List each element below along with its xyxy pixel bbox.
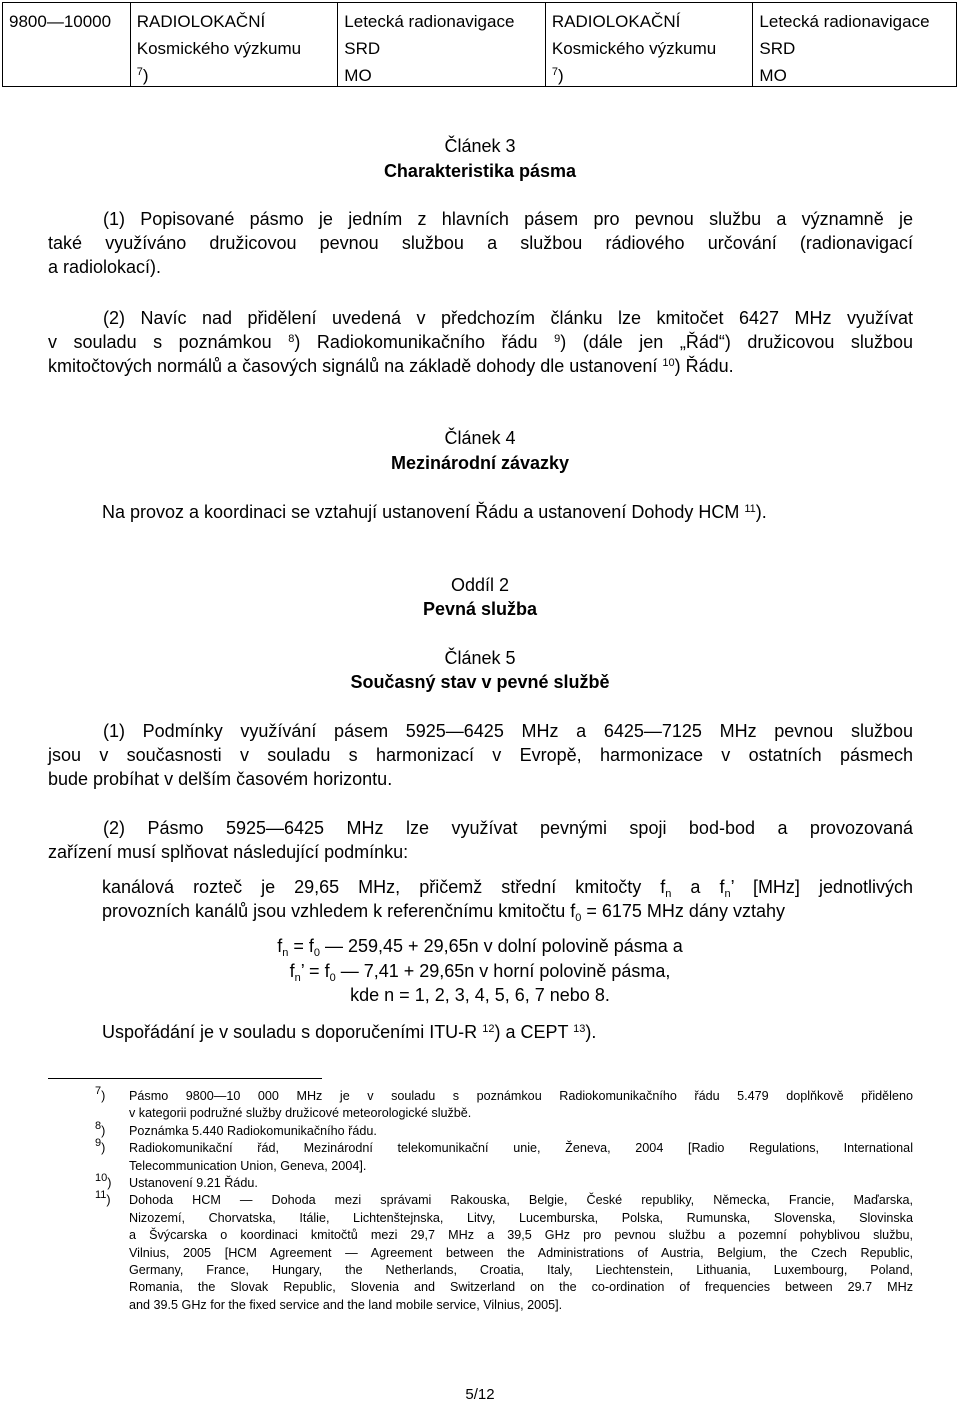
text-line: and 39.5 GHz for the fixed service and the land mobile service, Vilnius, 2005]. xyxy=(129,1297,563,1312)
text-run: Uspořádání je v souladu s doporučeními ITU-R xyxy=(102,1022,478,1042)
text-run: f xyxy=(277,936,283,956)
header-text: SRD xyxy=(759,39,796,58)
footnote-text xyxy=(129,1088,913,1123)
footnote-paren: ) xyxy=(142,66,149,85)
footnote-number: 8) xyxy=(95,1119,106,1138)
footnote-ref-10: 10 xyxy=(662,357,675,369)
article-3-number: Článek 3 xyxy=(444,136,516,156)
footnote-num-sup: 8 xyxy=(95,1119,102,1132)
text-line: zařízení musí splňovat následující podmínku: xyxy=(48,842,409,862)
footnote-number: 9) xyxy=(95,1137,106,1156)
header-text: SRD xyxy=(344,39,381,58)
footnote-num-sup: 9 xyxy=(95,1137,102,1150)
article-5-number: Článek 5 xyxy=(444,648,516,668)
footnote-ref-12: 12 xyxy=(482,1023,495,1035)
footnote-num-sup: 10 xyxy=(95,1172,108,1185)
text-run: v souladu s poznámkou xyxy=(48,332,272,352)
footnote-number: 11) xyxy=(95,1189,111,1208)
text-line: také využíváno družicovou pevnou službou a službou rádiového určování (radionavigací xyxy=(48,233,913,253)
text-run: kmitočtových normálů a časových signálů na základě dohody dle ustanovení xyxy=(48,356,658,376)
section-2-title: Pevná služba xyxy=(422,599,538,619)
text-run: = f xyxy=(288,936,314,956)
text-run: ) a CEPT xyxy=(494,1022,569,1042)
text-line xyxy=(48,330,913,354)
text-line: Poznámka 5.440 Radiokomunikačního řádu. xyxy=(129,1123,377,1138)
article-4-title: Mezinárodní závazky xyxy=(390,453,570,473)
text-line: Radiokomunikační řád, Mezinárodní telekomunikační unie, Ženeva, 2004 [Radio Regulations, International xyxy=(129,1141,913,1156)
text-line: (1) Podmínky využívání pásem 5925—6425 MHz a 6425—7125 MHz pevnou službou xyxy=(103,721,913,741)
text-line: Nizozemí, Chorvatska, Itálie, Lichtenštejnska, Litvy, Lucemburska, Polska, Rumunska, Slovenska, Slovinska xyxy=(129,1210,913,1225)
text-run: provozních kanálů jsou vzhledem k referenčnímu kmitočtu f xyxy=(102,901,576,921)
footnote-ref-9: 9 xyxy=(554,333,561,345)
article-5-title: Současný stav v pevné službě xyxy=(350,672,610,692)
text-line: Pásmo 9800—10 000 MHz je v souladu s poznámkou Radiokomunikačního řádu 5.479 doplňkově přiděleno xyxy=(129,1089,913,1103)
text-line: Ustanovení 9.21 Řádu. xyxy=(129,1176,258,1191)
header-cell-application-2 xyxy=(753,3,956,86)
footnote-11 xyxy=(95,1189,913,1314)
text-run: kanálová rozteč je 29,65 MHz, přičemž střední kmitočty f xyxy=(102,877,666,897)
header-footnote-ref xyxy=(137,62,338,89)
header-cell-application-1 xyxy=(338,3,546,86)
text-line: Romania, the Slovak Republic, Slovenia and Switzerland on the co-ordination of frequencies between 29.7 MHz xyxy=(129,1280,913,1295)
subscript: 0 xyxy=(575,912,582,924)
formula-n-values: kde n = 1, 2, 3, 4, 5, 6, 7 nebo 8. xyxy=(350,985,610,1005)
text-run: ’ = f xyxy=(300,960,330,981)
article-4-number: Článek 4 xyxy=(444,428,516,448)
footnote-8 xyxy=(95,1119,913,1140)
formula-upper-half xyxy=(0,959,960,984)
section-2-number: Oddíl 2 xyxy=(450,575,510,595)
footnote-9 xyxy=(95,1137,913,1175)
subscript: 0 xyxy=(329,971,336,984)
text-run: f xyxy=(289,960,295,981)
header-cell-allocation-1 xyxy=(131,3,339,86)
header-band-text: 9800—10000 xyxy=(9,12,112,31)
footnote-text xyxy=(129,1140,913,1175)
footnote-10 xyxy=(95,1172,913,1192)
text-line: Germany, France, Hungary, the Netherlands, Croatia, Italy, Liechtenstein, Lithuania, Luxembourg, Poland, xyxy=(129,1263,913,1278)
header-text: Kosmického výzkumu xyxy=(551,39,717,58)
text-run: ). xyxy=(585,1022,597,1042)
article-4-text xyxy=(102,500,913,524)
article-5-paragraph-2 xyxy=(48,816,913,864)
arrangement-statement xyxy=(102,1020,913,1044)
header-text: Letecká radionavigace xyxy=(759,12,930,31)
footnote-text xyxy=(129,1192,913,1314)
header-table xyxy=(2,2,957,87)
text-line: v kategorii podružné služby družicové meteorologické službě. xyxy=(129,1106,472,1121)
subscript: n xyxy=(282,947,289,959)
header-text: MO xyxy=(344,66,372,85)
text-run: Na provoz a koordinaci se vztahují ustanovení Řádu a ustanovení Dohody HCM xyxy=(102,502,740,522)
formula-lower-half xyxy=(0,934,960,959)
footnote-num-sup: 7 xyxy=(95,1085,102,1097)
text-run: ). xyxy=(755,502,767,522)
subscript: n xyxy=(724,888,731,900)
text-run: a f xyxy=(671,877,725,897)
page-number: 5/12 xyxy=(465,1386,495,1403)
footnote-paren: ) xyxy=(557,66,564,85)
text-run: ’ [MHz] jednotlivých xyxy=(730,877,914,897)
article-3-title: Charakteristika pásma xyxy=(383,161,577,181)
header-text: Kosmického výzkumu xyxy=(136,39,302,58)
text-line xyxy=(102,899,913,923)
text-run: = 6175 MHz dány vztahy xyxy=(581,901,785,921)
header-text: RADIOLOKAČNÍ xyxy=(136,12,266,31)
subscript: n xyxy=(665,888,672,900)
article-3-paragraph-1 xyxy=(48,207,913,279)
text-line: (2) Pásmo 5925—6425 MHz lze využívat pevnými spoji bod-bod a provozovaná xyxy=(103,818,913,838)
text-run: ) Řádu. xyxy=(674,356,734,376)
footnote-number: 10) xyxy=(95,1172,112,1191)
text-line: Vilnius, 2005 [HCM Agreement — Agreement between the Administrations of Austria, Belgium, the Czech Republic, xyxy=(129,1245,913,1260)
text-run: — 259,45 + 29,65n v dolní polovině pásma a xyxy=(320,936,683,956)
footnote-sup: 7 xyxy=(136,66,143,78)
footnote-text xyxy=(129,1123,913,1140)
footnote-ref-8: 8 xyxy=(288,333,295,345)
subscript: 0 xyxy=(313,947,320,959)
article-5-paragraph-1 xyxy=(48,719,913,791)
header-text: Letecká radionavigace xyxy=(344,12,515,31)
text-line xyxy=(102,875,913,899)
footnote-sup: 7 xyxy=(551,66,558,78)
text-line: jsou v současnosti v souladu s harmonizací v Evropě, harmonizace v ostatních pásmech xyxy=(48,745,913,765)
article-3-paragraph-2 xyxy=(48,306,913,378)
footnote-num-sup: 11 xyxy=(95,1189,107,1202)
header-footnote-ref xyxy=(552,62,753,89)
text-line: (2) Navíc nad přidělení uvedená v předchozím článku lze kmitočet 6427 MHz využívat xyxy=(103,308,913,328)
header-text: RADIOLOKAČNÍ xyxy=(551,12,681,31)
text-line: (1) Popisované pásmo je jedním z hlavních pásem pro pevnou službu a významně je xyxy=(103,209,913,229)
text-line: Telecommunication Union, Geneva, 2004]. xyxy=(129,1158,367,1173)
text-run: ) Radiokomunikačního řádu xyxy=(294,332,538,352)
footnote-text xyxy=(129,1175,913,1192)
text-line: a radiolokací). xyxy=(48,257,162,277)
header-text: MO xyxy=(759,66,787,85)
footnote-7 xyxy=(95,1085,913,1123)
footnote-separator xyxy=(48,1078,322,1079)
footnote-number: 7) xyxy=(95,1085,106,1103)
footnote-ref-13: 13 xyxy=(573,1023,586,1035)
footnotes xyxy=(95,1085,913,1314)
text-line: a Švýcarska o koordinaci kmitočtů mezi 29,7 MHz a 39,5 GHz pro pevnou službu a pozemní pohyblivou službu, xyxy=(129,1228,913,1243)
header-cell-allocation-2 xyxy=(546,3,754,86)
text-line: Dohoda HCM — Dohoda mezi správami Rakouska, Belgie, České republiky, Německa, Francie, Maďarska, xyxy=(129,1193,913,1208)
text-run: ) (dále jen „Řád“) družicovou službou xyxy=(560,332,913,352)
subscript: n xyxy=(294,971,301,984)
frequency-formulas xyxy=(0,934,960,1008)
channel-spacing-condition xyxy=(102,875,913,923)
text-line: bude probíhat v delším časovém horizontu. xyxy=(48,769,393,789)
text-line xyxy=(48,354,913,378)
header-cell-band xyxy=(3,3,131,86)
footnote-ref-11: 11 xyxy=(744,503,756,515)
text-run: — 7,41 + 29,65n v horní polovině pásma, xyxy=(335,960,671,981)
